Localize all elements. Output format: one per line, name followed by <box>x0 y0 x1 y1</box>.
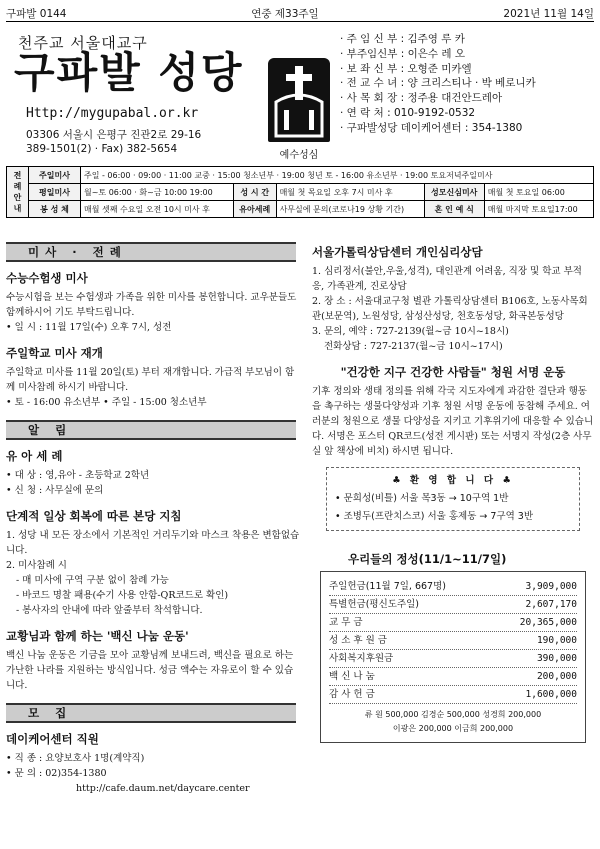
top-bar <box>6 6 594 22</box>
diocese-name: 천주교 서울대교구 <box>18 34 148 52</box>
parish-title: 구파발 성당 <box>14 48 244 97</box>
staff-line: · 사 목 회 장 : 정주용 대건안드레아 <box>340 92 503 105</box>
offering-row: 교 무 금 20,365,000 <box>329 614 577 632</box>
staff-line: · 주 임 신 부 : 김주영 루 카 <box>340 33 465 45</box>
right-column: 서울가톨릭상담센터 개인심리상담 1. 심리정서(불안,우울,성격), 대인관계 어려움, 직장 및 학교 부적응, 가족관계, 진로상담 2. 장 소 : 서울대교구청 별관 가톨릭상담센터 B106호, 노동사목회관(보문역), 노원성당, 삼성산성당, 천호동성당, 화곡본동성당 3. 문의, 예약 : 727-2139(월~금 10시~18시) 전화상담 : 727-2137(월~금 10시~17시) "건강한 지구 건강한 사람들" 청원 서명 운동 기후 정의와 생태 정의를 위해 각국 지도자에게 과감한 결단과 행동을 촉구하는 생물다양성과 기후 청원 서명 운동에 동참해 주세요. 여러분의 청원으로 생물 다양성을 지키고 기후위기에 대응할 수 있습니다. 서명은 포스터 QR코드(성전 게시판) 또는 서명지 작성(2층 사무실 앞 책상에 비치) 하시면 됩니다. ♣ 환 영 합 니 다 ♣ • 문희성(비틀) 서울 목3동 → 10구역 1반 • 조병두(프란치스코) 서울 홍제동 → 7구역 3반 우리들의 정성(11/1~11/7일) 주일헌금(11월 7일, 667명) 3,909,000 특별헌금(평신도주일) 2,607,170 교 무 금 20,365,000 성 소 후 원 금 190,000 사회복지후원금 390,000 백 신 나 눔 200,000 감 사 헌 금 1,600,000 류 원 500,000 김경순 500,000 성경희 200,000 이광은 200,000 이금희 200,000 <box>312 238 594 743</box>
offering-row: 성 소 후 원 금 190,000 <box>329 632 577 650</box>
staff-list <box>340 32 536 136</box>
staff-line: · 구파발성당 데이케어센터 : 354-1380 <box>340 121 523 134</box>
offering-table <box>320 571 586 743</box>
issue-number: 구파발 0144 <box>6 8 67 20</box>
section-header: 알 림 <box>6 420 296 440</box>
staff-line: · 부주임신부 : 이은수 레 오 <box>340 47 465 60</box>
mass-schedule-table: 전례안내 주일미사 주일 - 06:00 · 09:00 · 11:00 교중 · 15:00 청소년부 · 19:00 청년 토 - 16:00 유소년부 · 19:00 토요저녁주일미사 평일미사 월~토 06:00 · 화~금 10:00 19:00 성 시 간 매월 첫 목요일 오후 7시 미사 후 성모신심미사 매월 첫 토요일 06:00 봉 성 체 매월 셋째 수요일 오전 10시 미사 후 유아세례 사무실에 문의(코로나19 상황 기간) 혼 인 예 식 매월 마지막 토요일17:00 <box>6 166 594 218</box>
offering-row: 사회복지후원금 390,000 <box>329 650 577 668</box>
parish-address: 03306 서울시 은평구 진관2로 29-16 389-1501(2) · Fax) 382-5654 <box>26 129 202 155</box>
sacred-heart-logo <box>268 58 330 170</box>
bulletin-date: 2021년 11월 14일 <box>503 8 594 20</box>
section-header: 미사 · 전례 <box>6 242 296 262</box>
left-column: 미사 · 전례 수능수험생 미사 수능시험을 보는 수험생과 가족을 위한 미사를 봉헌합니다. 교우분들도 함께하시어 기도 부탁드립니다. • 일 시 : 11월 17일(수) 오후 7시, 성전 주일학교 미사 재개 주일학교 미사를 11월 20일(토) 부터 재개합니다. 가급적 부모님이 함께 미사참례 하시기 바랍니다. • 토 - 16:00 유소년부 • 주일 - 15:00 청소년부 알 림 유 아 세 례 • 대 상 : 영,유아 - 초등학교 2학년 • 신 청 : 사무실에 문의 단계적 일상 회복에 따른 본당 지침 1. 성당 내 모든 장소에서 기본적인 거리두기와 마스크 착용은 변함없습니다. 2. 미사참례 시 - 매 미사에 구역 구분 없이 참례 가능 - 바코드 명찰 패용(수기 사용 안함-QR코드로 확인) - 봉사자의 안내에 따라 앞줄부터 착석합니다. 교황님과 함께 하는 '백신 나눔 운동' 백신 나눔 운동은 기금을 모아 교황님께 보내드려, 백신을 필요로 하는 가난한 나라를 지원하는 방식입니다. 성금 액수는 자유로이 할 수 있습니다. 모 집 데이케어센터 직원 • 직 종 : 요양보호사 1명(계약직) • 문 의 : 02)354-1380 http://cafe.daum.net/daycare.center <box>6 238 300 796</box>
section-header: 모 집 <box>6 703 296 723</box>
article-title: 주일학교 미사 재개 <box>6 346 103 360</box>
donor-list: 류 원 500,000 김경순 500,000 성경희 200,000 이광은 200,000 이금희 200,000 <box>364 710 542 733</box>
article-title: 서울가톨릭상담센터 개인심리상담 <box>312 245 483 259</box>
offering-row: 주일헌금(11월 7일, 667명) 3,909,000 <box>329 578 577 596</box>
parish-url[interactable]: Http://mygupabal.or.kr <box>26 106 199 121</box>
staff-line: · 연 락 처 : 010-9192-0532 <box>340 106 476 119</box>
article-title: "건강한 지구 건강한 사람들" 청원 서명 운동 <box>340 365 566 379</box>
offering-row: 특별헌금(평신도주일) 2,607,170 <box>329 596 577 614</box>
welcome-box: ♣ 환 영 합 니 다 ♣ • 문희성(비틀) 서울 목3동 → 10구역 1반 • 조병두(프란치스코) 서울 홍제동 → 7구역 3반 <box>326 467 580 531</box>
article-title: 교황님과 함께 하는 '백신 나눔 운동' <box>6 629 189 643</box>
article-title: 수능수험생 미사 <box>6 271 88 285</box>
offering-row: 감 사 헌 금 1,600,000 <box>329 686 577 704</box>
logo-caption: 예수성심 <box>279 150 319 161</box>
schedule-label: 전례안내 <box>7 167 29 218</box>
masthead <box>6 24 594 170</box>
article-title: 단계적 일상 회복에 따른 본당 지침 <box>6 509 182 523</box>
liturgical-season: 연중 제33주일 <box>251 8 319 20</box>
staff-line: · 전 교 수 녀 : 양 크리스티나 · 박 베로니카 <box>340 77 536 90</box>
staff-line: · 보 좌 신 부 : 오형준 미카엘 <box>340 62 472 75</box>
cross-icon <box>268 58 330 142</box>
article-title: 데이케어센터 직원 <box>6 732 99 746</box>
daycare-link[interactable]: http://cafe.daum.net/daycare.center <box>76 783 250 794</box>
offering-row: 백 신 나 눔 200,000 <box>329 668 577 686</box>
article-title: 유 아 세 례 <box>6 449 63 463</box>
offering-title: 우리들의 정성(11/1~11/7일) <box>348 552 507 566</box>
